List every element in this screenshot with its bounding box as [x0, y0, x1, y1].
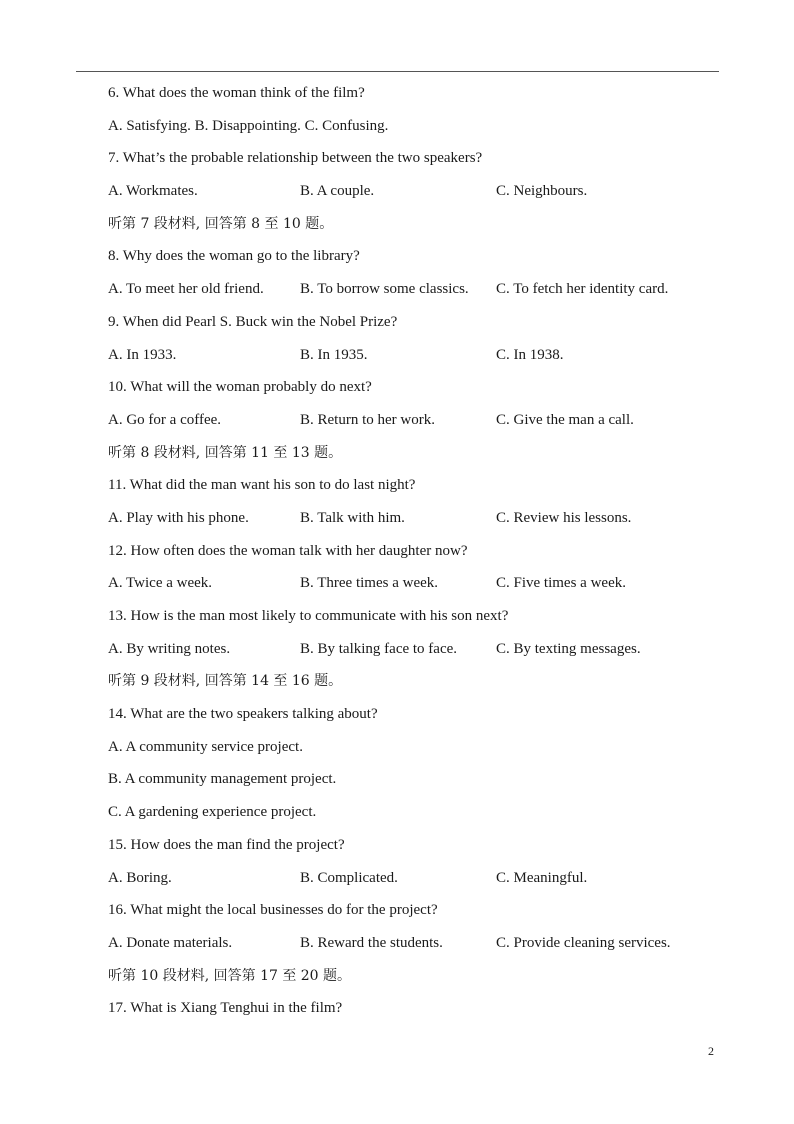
question-text: 11. What did the man want his son to do last night?: [108, 477, 416, 494]
answer-option-line: A. Satisfying. B. Disappointing. C. Confusing.: [108, 117, 389, 134]
question-text: 16. What might the local businesses do for the project?: [108, 902, 438, 919]
option-c: C. Provide cleaning services.: [496, 934, 671, 951]
answer-options: [108, 276, 718, 309]
option-c: C. Neighbours.: [496, 183, 588, 200]
option-c: C. In 1938.: [496, 346, 564, 363]
question-text: 10. What will the woman probably do next?: [108, 379, 372, 396]
option-b: B. Talk with him.: [300, 509, 405, 526]
option-b: B. Complicated.: [300, 869, 398, 886]
question-text: 13. How is the man most likely to communicate with his son next?: [108, 608, 509, 624]
option-a: A. By writing notes.: [108, 640, 231, 657]
question-text: 8. Why does the woman go to the library?: [108, 248, 360, 265]
question-text: 17. What is Xiang Tenghui in the film?: [108, 1000, 343, 1017]
question-text: 12. How often does the woman talk with her daughter now?: [108, 542, 468, 559]
option-b: B. To borrow some classics.: [300, 281, 469, 298]
answer-options: [108, 865, 718, 898]
option-c: C. To fetch her identity card.: [496, 281, 669, 298]
answer-options: [108, 407, 718, 440]
page-number: 2: [708, 1044, 714, 1058]
answer-options: [108, 178, 718, 211]
option-a: A. Go for a coffee.: [108, 411, 222, 428]
header-rule: [76, 71, 719, 72]
option-a: A. In 1933.: [108, 346, 177, 363]
option-a: A. To meet her old friend.: [108, 281, 264, 298]
option-b: B. By talking face to face.: [300, 640, 458, 657]
option-b: B. Reward the students.: [300, 934, 443, 951]
section-instruction: 听第 9 段材料, 回答第 14 至 16 题。: [108, 673, 343, 690]
question-text: 15. How does the man find the project?: [108, 836, 345, 853]
option-b: B. Return to her work.: [300, 411, 435, 428]
answer-option-line: B. A community management project.: [108, 771, 337, 788]
answer-options: [108, 930, 718, 963]
question-text: 14. What are the two speakers talking about?: [108, 706, 378, 723]
question-text: 7. What’s the probable relationship between the two speakers?: [108, 150, 483, 167]
answer-options: [108, 505, 718, 538]
answer-options: [108, 636, 718, 669]
option-c: C. By texting messages.: [496, 640, 641, 657]
option-a: A. Twice a week.: [108, 575, 213, 592]
option-c: C. Give the man a call.: [496, 411, 634, 428]
answer-options: [108, 570, 718, 603]
question-text: 9. When did Pearl S. Buck win the Nobel Prize?: [108, 313, 398, 330]
section-instruction: 听第 8 段材料, 回答第 11 至 13 题。: [108, 444, 343, 461]
question-list: [108, 80, 718, 1028]
option-a: A. Donate materials.: [108, 934, 233, 951]
answer-options: [108, 342, 718, 375]
section-instruction: 听第 10 段材料, 回答第 17 至 20 题。: [108, 967, 352, 984]
question-text: 6. What does the woman think of the film?: [108, 85, 365, 101]
option-b: B. A couple.: [300, 183, 375, 200]
option-a: A. Play with his phone.: [108, 509, 249, 526]
option-c: C. Review his lessons.: [496, 509, 632, 526]
option-a: A. Boring.: [108, 869, 172, 886]
answer-option-line: A. A community service project.: [108, 738, 303, 755]
option-b: B. In 1935.: [300, 346, 368, 363]
option-c: C. Five times a week.: [496, 575, 626, 592]
option-a: A. Workmates.: [108, 183, 198, 200]
option-c: C. Meaningful.: [496, 869, 588, 886]
option-b: B. Three times a week.: [300, 575, 439, 592]
section-instruction: 听第 7 段材料, 回答第 8 至 10 题。: [108, 215, 334, 232]
answer-option-line: C. A gardening experience project.: [108, 804, 317, 821]
